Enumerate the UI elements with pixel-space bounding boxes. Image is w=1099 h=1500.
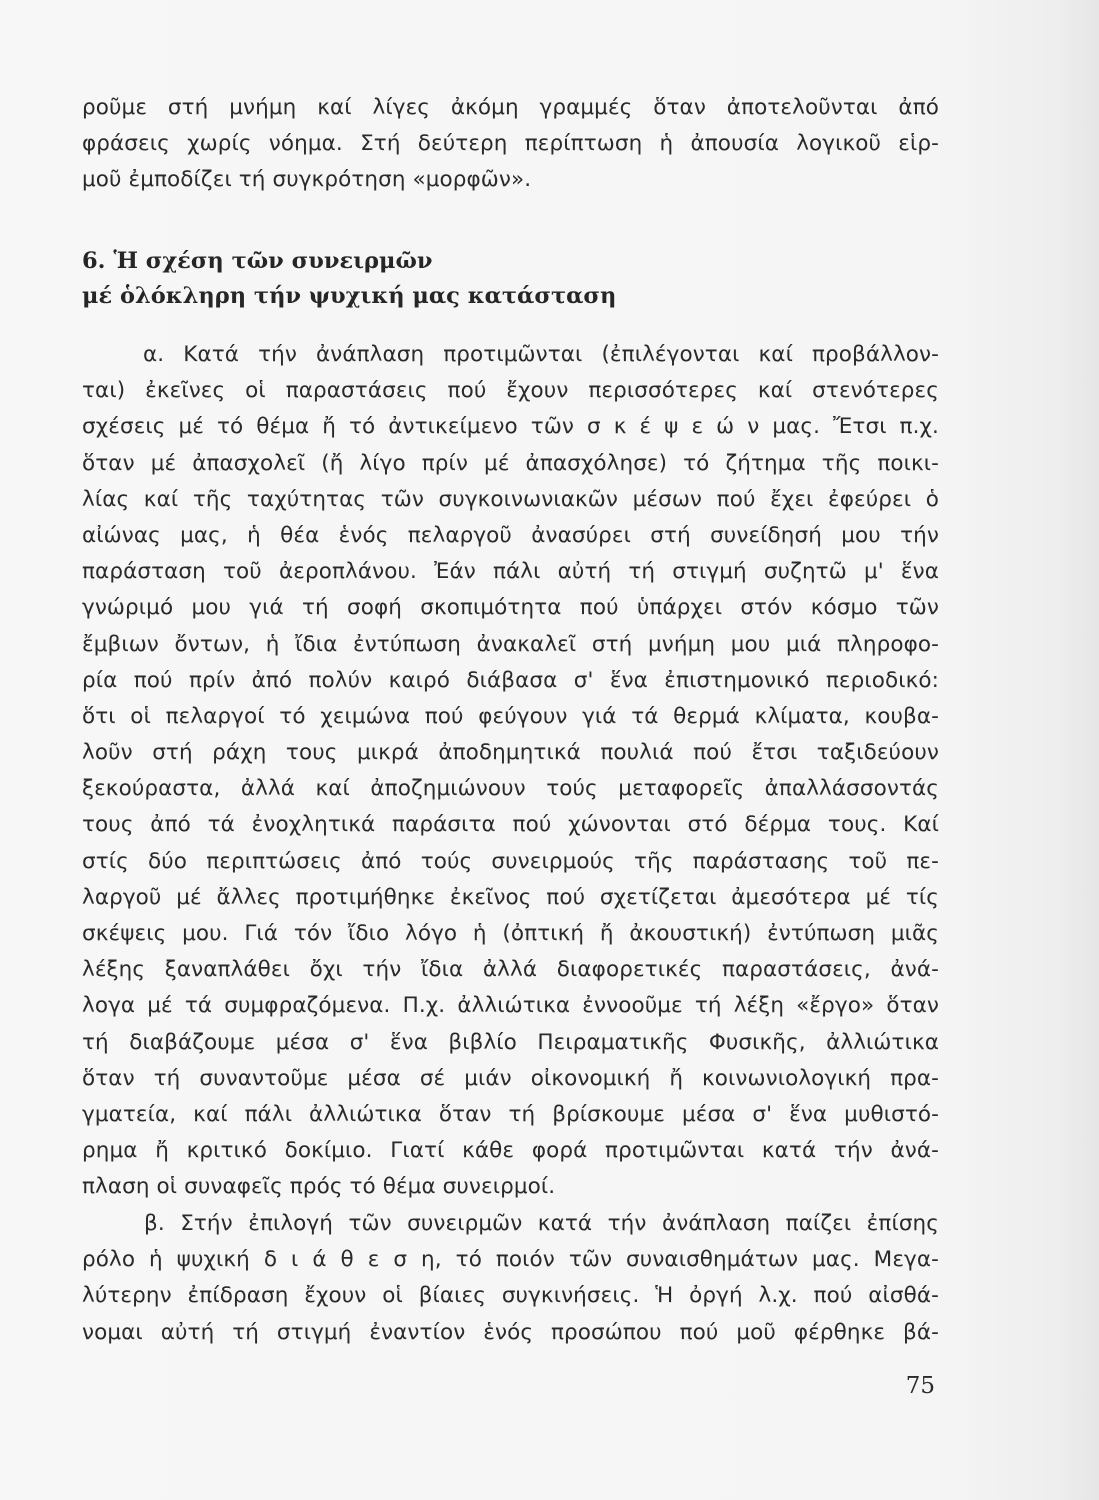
text-line: λίας καί τῆς ταχύτητας τῶν συγκοινωνιακῶν μέσων πού ἔχει ἐφεύρει ὁ xyxy=(82,486,939,512)
heading-line: μέ ὁλόκληρη τήν ψυχική μας κατάσταση xyxy=(82,283,617,309)
text-line: ὅταν μέ ἀπασχολεῖ (ἤ λίγο πρίν μέ ἀπασχόλησε) τό ζήτημα τῆς ποικι- xyxy=(82,450,939,476)
text-line: ὅτι οἱ πελαργοί τό χειμώνα πού φεύγουν γιά τά θερμά κλίματα, κουβα- xyxy=(82,703,939,729)
text-line: σκέψεις μου. Γιά τόν ἴδιο λόγο ἡ (ὀπτική ἤ ἀκουστική) ἐντύπωση μιᾶς xyxy=(82,921,939,946)
text-line: β. Στήν ἐπιλογή τῶν συνειρμῶν κατά τήν ἀνάπλαση παίζει ἐπίσης xyxy=(144,1211,939,1236)
text-line: φράσεις χωρίς νόημα. Στή δεύτερη περίπτωση ἡ ἀπουσία λογικοῦ εἱρ- xyxy=(82,131,939,157)
text-line: παράσταση τοῦ ἀεροπλάνου. Ἐάν πάλι αὐτή τή στιγμή συζητῶ μ' ἕνα xyxy=(82,559,939,585)
text-line: ρημα ἤ κριτικό δοκίμιο. Γιατί κάθε φορά προτιμῶνται κατά τήν ἀνά- xyxy=(82,1138,939,1164)
section-heading xyxy=(82,244,616,314)
section-a-paragraph xyxy=(82,337,939,1206)
text-line: γνώριμό μου γιά τή σοφή σκοπιμότητα πού ὑπάρχει στόν κόσμο τῶν xyxy=(82,595,939,621)
text-line: πλαση οἱ συναφεῖς πρός τό θέμα συνειρμοί. xyxy=(82,1174,556,1200)
text-line: ται) ἐκεῖνες οἱ παραστάσεις πού ἔχουν περισσότερες καί στενότερες xyxy=(82,378,939,404)
text-line: τους ἀπό τά ἐνοχλητικά παράσιτα πού χώνονται στό δέρμα τους. Καί xyxy=(82,812,939,838)
text-line: λέξης ξαναπλάθει ὄχι τήν ἴδια ἀλλά διαφορετικές παραστάσεις, ἀνά- xyxy=(82,957,939,983)
text-line: λύτερην ἐπίδραση ἔχουν οἱ βίαιες συγκινήσεις. Ἡ ὀργή λ.χ. πού αἰσθά- xyxy=(82,1283,939,1309)
text-line: α. Κατά τήν ἀνάπλαση προτιμῶνται (ἐπιλέγονται καί προβάλλον- xyxy=(143,342,939,367)
text-line: μοῦ ἐμποδίζει τή συγκρότηση «μορφῶν». xyxy=(82,167,532,193)
text-line: αἰώνας μας, ἡ θέα ἑνός πελαργοῦ ἀνασύρει στή συνείδησή μου τήν xyxy=(82,522,939,548)
text-line: τή διαβάζουμε μέσα σ' ἕνα βιβλίο Πειραματικῆς Φυσικῆς, ἀλλιώτικα xyxy=(82,1029,939,1055)
text-line: ἔμβιων ὄντων, ἡ ἴδια ἐντύπωση ἀνακαλεῖ στή μνήμη μου μιά πληροφο- xyxy=(82,631,939,657)
heading-line: 6. Ἡ σχέση τῶν συνειρμῶν xyxy=(82,248,433,274)
text-line: νομαι αὐτή τή στιγμή ἐναντίον ἑνός προσώπου πού μοῦ φέρθηκε βά- xyxy=(82,1319,939,1345)
text-line: λαργοῦ μέ ἄλλες προτιμήθηκε ἐκεῖνος πού σχετίζεται ἀμεσότερα μέ τίς xyxy=(82,884,939,910)
text-line: ρία πού πρίν ἀπό πολύν καιρό διάβασα σ' ἕνα ἐπιστημονικό περιοδικό: xyxy=(82,667,939,693)
text-line: γματεία, καί πάλι ἀλλιώτικα ὅταν τή βρίσκουμε μέσα σ' ἕνα μυθιστό- xyxy=(82,1101,939,1127)
text-line: στίς δύο περιπτώσεις ἀπό τούς συνειρμούς τῆς παράστασης τοῦ πε- xyxy=(82,848,939,874)
text-line: ξεκούραστα, ἀλλά καί ἀποζημιώνουν τούς μεταφορεῖς ἀπαλλάσσοντάς xyxy=(82,776,939,802)
text-line: σχέσεις μέ τό θέμα ἤ τό ἀντικείμενο τῶν σ κ έ ψ ε ώ ν μας. Ἔτσι π.χ. xyxy=(82,414,939,440)
text-line: ροῦμε στή μνήμη καί λίγες ἀκόμη γραμμές ὅταν ἀποτελοῦνται ἀπό xyxy=(82,95,939,120)
text-line: λογα μέ τά συμφραζόμενα. Π.χ. ἀλλιώτικα ἐννοοῦμε τή λέξη «ἔργο» ὅταν xyxy=(82,993,939,1019)
text-line: λοῦν στή ράχη τους μικρά ἀποδημητικά πουλιά πού ἔτσι ταξιδεύουν xyxy=(82,740,939,766)
text-line: ρόλο ἡ ψυχική δ ι ά θ ε σ η, τό ποιόν τῶν συναισθημάτων μας. Μεγα- xyxy=(82,1247,939,1273)
page-number: 75 xyxy=(905,1373,935,1399)
section-b-paragraph xyxy=(82,1206,939,1351)
text-line: ὅταν τή συναντοῦμε μέσα σέ μιάν οἰκονομική ἤ κοινωνιολογική πρα- xyxy=(82,1065,939,1091)
intro-paragraph xyxy=(82,90,939,199)
